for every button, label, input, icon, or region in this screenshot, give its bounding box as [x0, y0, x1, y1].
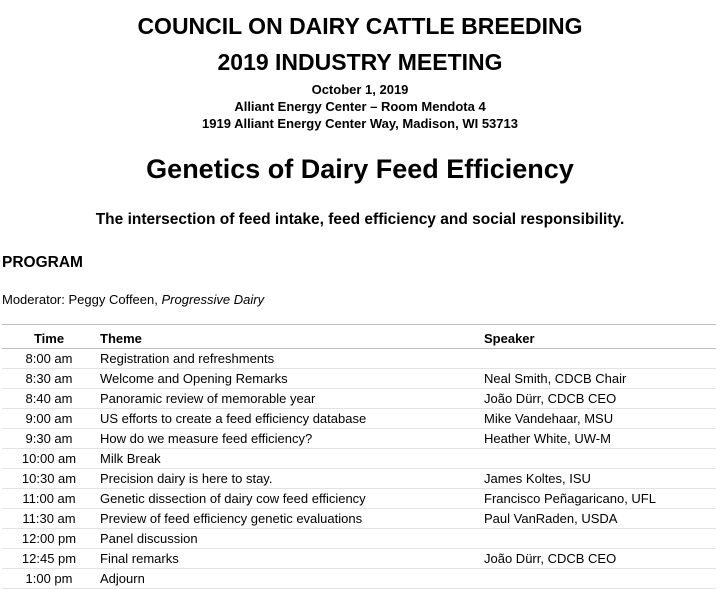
table-row [2, 569, 716, 589]
row-time: 11:00 am [22, 491, 76, 506]
row-theme: Milk Break [100, 451, 161, 466]
row-speaker: James Koltes, ISU [484, 471, 591, 486]
program-heading: PROGRAM [2, 254, 83, 271]
header-time: Time [2, 328, 96, 349]
row-speaker: Neal Smith, CDCB Chair [484, 371, 627, 386]
meeting-address: 1919 Alliant Energy Center Way, Madison, WI 53713 [202, 116, 518, 131]
row-theme: Preview of feed efficiency genetic evaluations [100, 511, 363, 526]
row-theme: Panel discussion [100, 531, 198, 546]
table-row [2, 529, 716, 549]
row-speaker [484, 349, 716, 369]
row-time: 9:00 am [25, 411, 73, 426]
meeting-date: October 1, 2019 [311, 82, 409, 97]
row-time: 10:30 am [21, 471, 77, 486]
row-theme: Welcome and Opening Remarks [100, 371, 288, 386]
row-theme: Precision dairy is here to stay. [100, 471, 273, 486]
moderator-line [2, 292, 264, 308]
header-theme: Theme [96, 328, 484, 349]
row-speaker: Francisco Peñagaricano, UFL [484, 491, 656, 506]
row-theme: US efforts to create a feed efficiency database [100, 411, 367, 426]
table-row [2, 449, 716, 469]
session-subtitle: Genetics of Dairy Feed Efficiency [146, 154, 574, 184]
row-speaker: João Dürr, CDCB CEO [484, 391, 617, 406]
table-row [2, 389, 716, 409]
title-line-2: 2019 INDUSTRY MEETING [217, 49, 503, 75]
row-speaker: Mike Vandehaar, MSU [484, 411, 614, 426]
table-row [2, 409, 716, 429]
table-top-divider [2, 324, 716, 325]
row-theme: Adjourn [100, 571, 145, 586]
row-theme: Panoramic review of memorable year [100, 391, 316, 406]
moderator-affiliation: Progressive Dairy [161, 292, 265, 307]
table-row [2, 489, 716, 509]
row-speaker [484, 449, 716, 469]
row-theme: Final remarks [100, 551, 179, 566]
row-theme: Genetic dissection of dairy cow feed efficiency [100, 491, 366, 506]
row-time: 12:00 pm [21, 531, 77, 546]
meeting-venue: Alliant Energy Center – Room Mendota 4 [234, 99, 486, 114]
program-table [2, 328, 716, 589]
table-row [2, 369, 716, 389]
header-speaker: Speaker [484, 328, 716, 349]
table-row [2, 509, 716, 529]
row-time: 1:00 pm [25, 571, 73, 586]
title-line-1: COUNCIL ON DAIRY CATTLE BREEDING [137, 13, 583, 39]
table-row [2, 469, 716, 489]
row-speaker: Heather White, UW-M [484, 431, 611, 446]
row-speaker [484, 529, 716, 549]
row-time: 10:00 am [21, 451, 77, 466]
row-time: 11:30 am [22, 511, 76, 526]
moderator-label: Moderator: Peggy Coffeen, [2, 292, 158, 307]
row-time: 9:30 am [25, 431, 73, 446]
table-row [2, 549, 716, 569]
row-time: 8:00 am [25, 351, 73, 366]
row-time: 12:45 pm [21, 551, 77, 566]
table-row [2, 349, 716, 369]
row-speaker: Paul VanRaden, USDA [484, 511, 618, 526]
table-header-row [2, 328, 716, 349]
row-theme: How do we measure feed efficiency? [100, 431, 313, 446]
table-row [2, 429, 716, 449]
row-time: 8:30 am [25, 371, 73, 386]
row-time: 8:40 am [25, 391, 73, 406]
session-tagline: The intersection of feed intake, feed efficiency and social responsibility. [95, 211, 625, 228]
row-theme: Registration and refreshments [100, 351, 275, 366]
row-speaker [484, 569, 716, 589]
row-speaker: João Dürr, CDCB CEO [484, 551, 617, 566]
